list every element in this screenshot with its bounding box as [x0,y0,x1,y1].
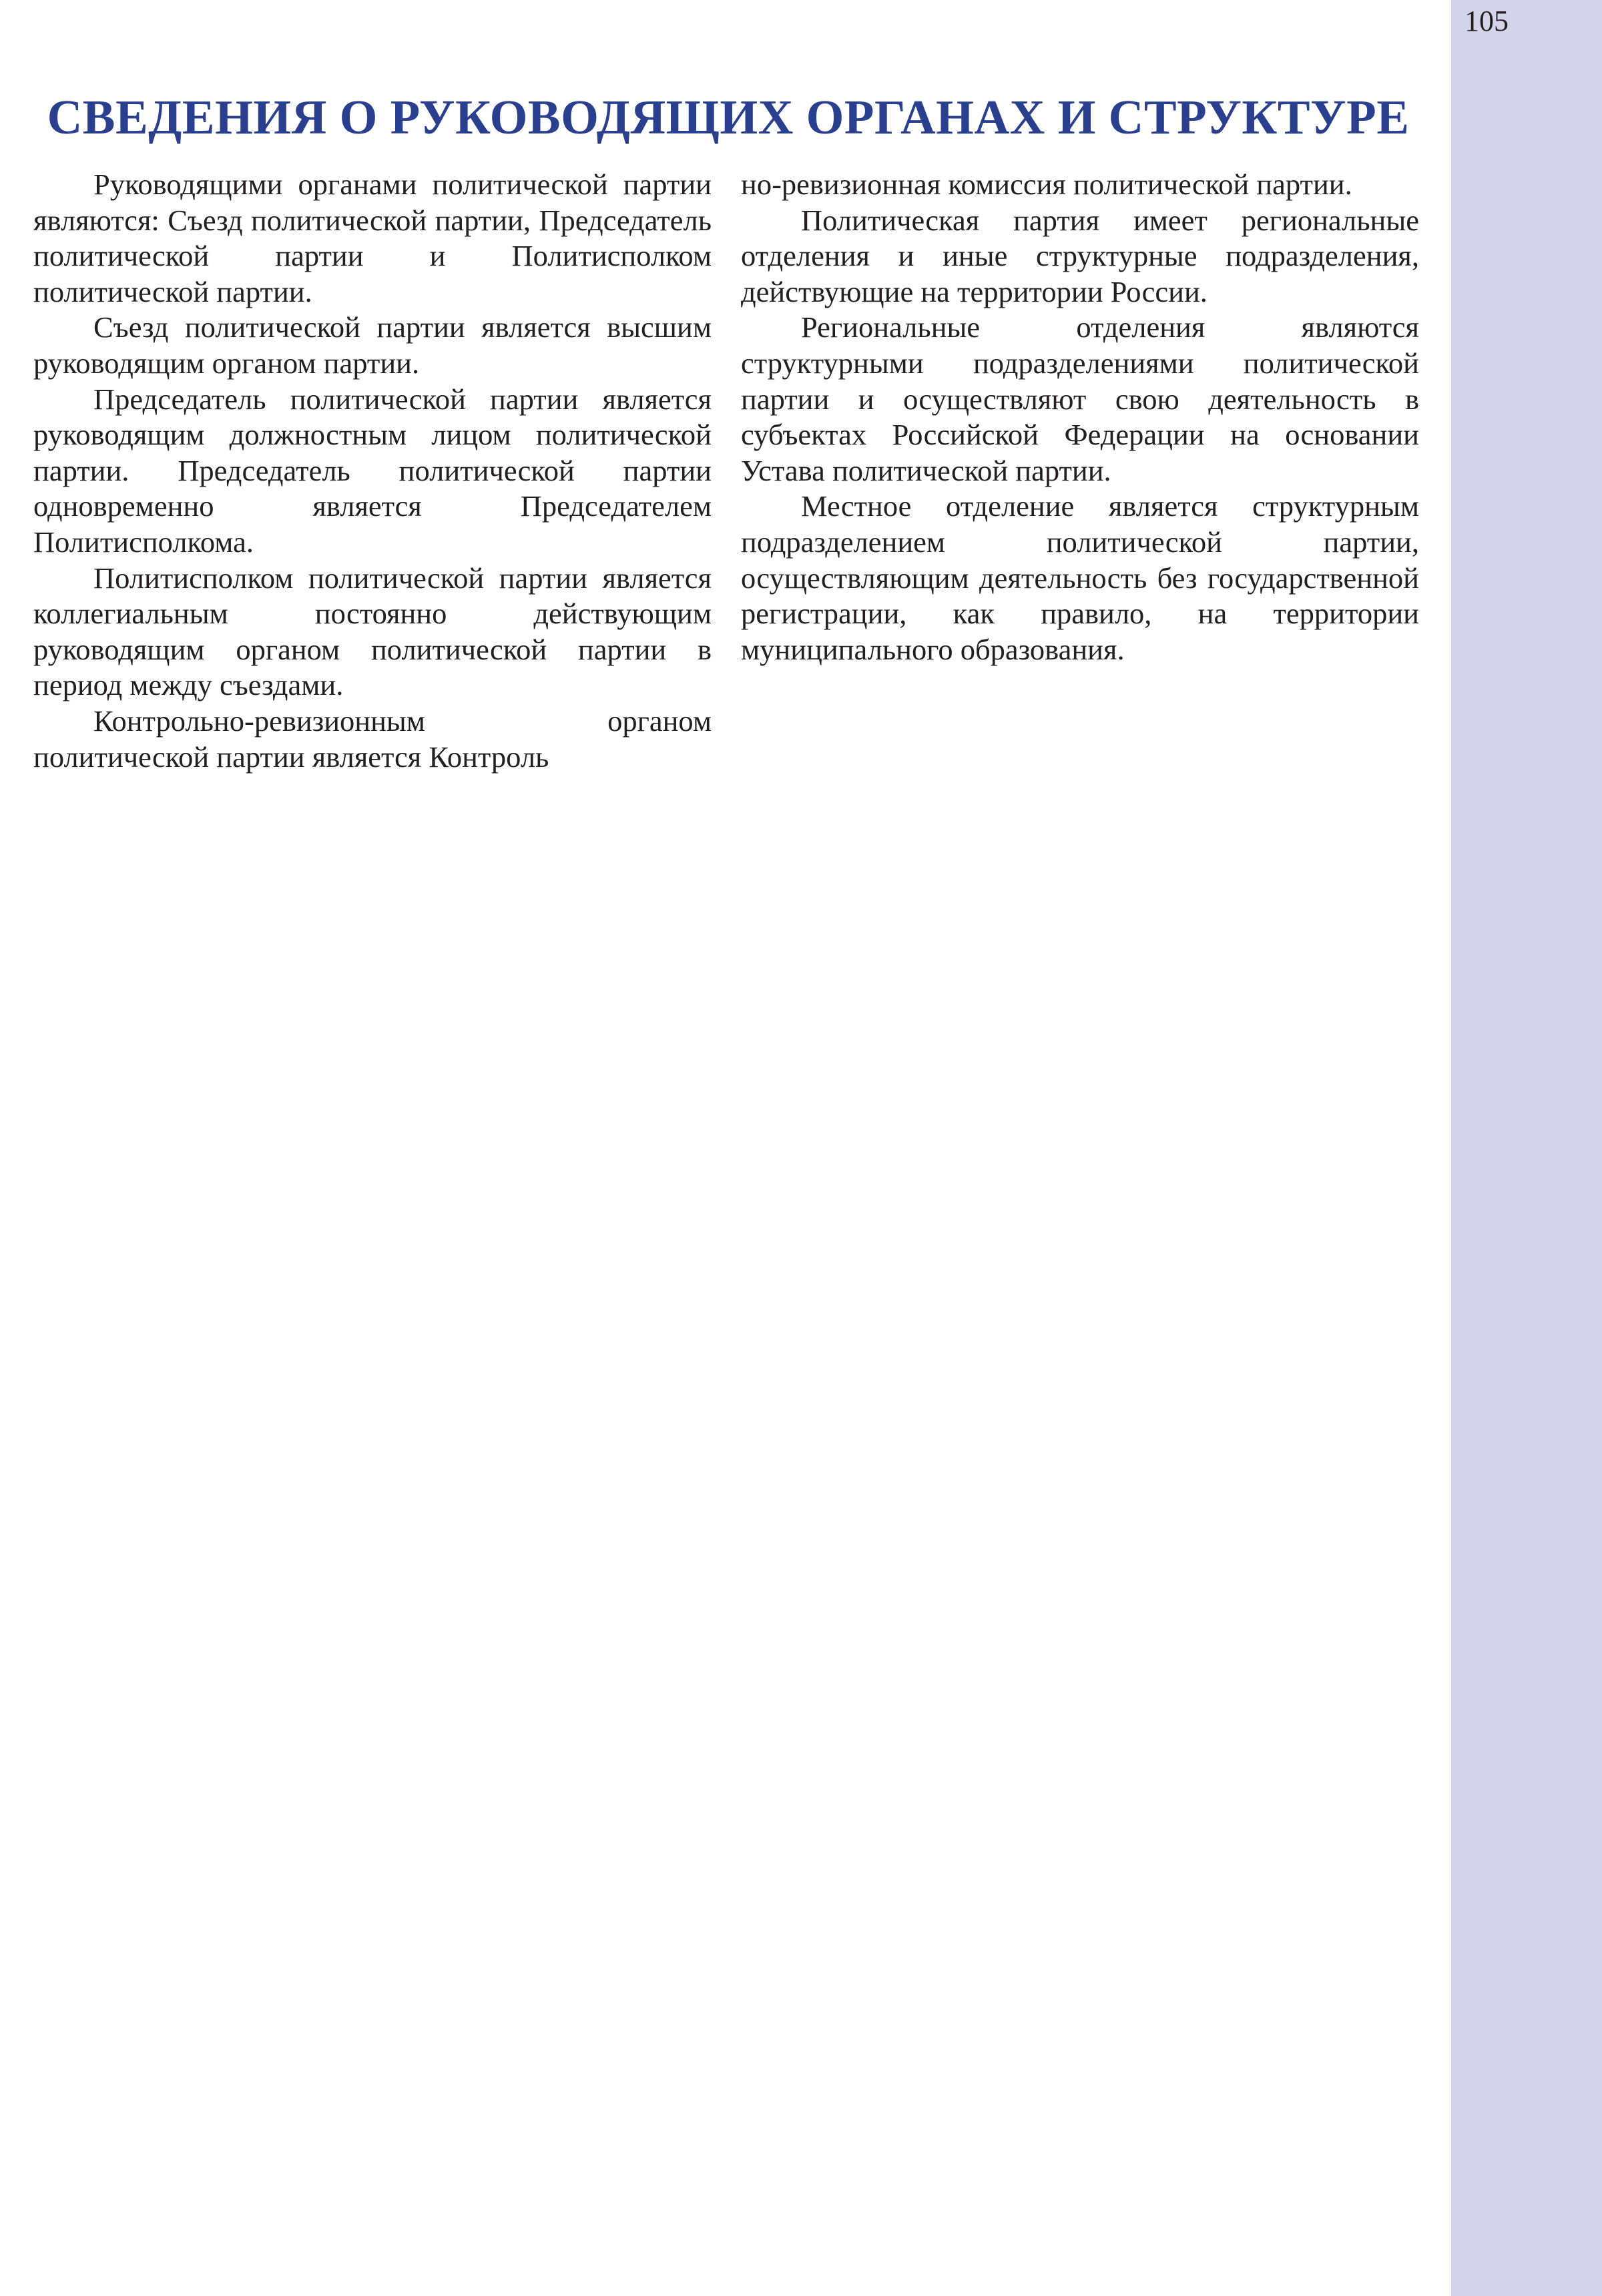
paragraph-continuation: но-ревизионная комиссия политической партии. [741,168,1352,201]
paragraph: Руководящими органами политической партии являются: Съезд политической партии, Председатель политической партии и Политисполком политической партии. [33,168,712,308]
paragraph: Контрольно-ревизионным органом политической партии является Контроль [33,703,712,774]
paragraph: Председатель политической партии является руководящим должностным лицом политической партии. Председатель политической партии одновременно является Председателем Политисполкома. [33,382,712,559]
paragraph: Съезд политической партии является высшим руководящим органом партии. [33,310,712,380]
page-title: СВЕДЕНИЯ О РУКОВОДЯЩИХ ОРГАНАХ И СТРУКТУРЕ [47,90,1410,144]
page-number: 105 [1464,5,1509,37]
paragraph: Региональные отделения являются структурными подразделениями политической партии и осуществляют свою деятельность в субъектах Российской Федерации на основании Устава политической партии. [741,310,1419,487]
paragraph: Политисполком политической партии является коллегиальным постоянно действующим руководящим органом политической партии в период между съездами. [33,561,712,702]
sidebar-strip [1451,0,1602,2296]
paragraph: Политическая партия имеет региональные отделения и иные структурные подразделения, действующие на территории России. [741,203,1419,308]
left-column [33,167,712,775]
right-column [741,167,1419,667]
paragraph: Местное отделение является структурным подразделением политической партии, осуществляющим деятельность без государственной регистрации, как правило, на территории муниципального образования. [741,489,1419,666]
